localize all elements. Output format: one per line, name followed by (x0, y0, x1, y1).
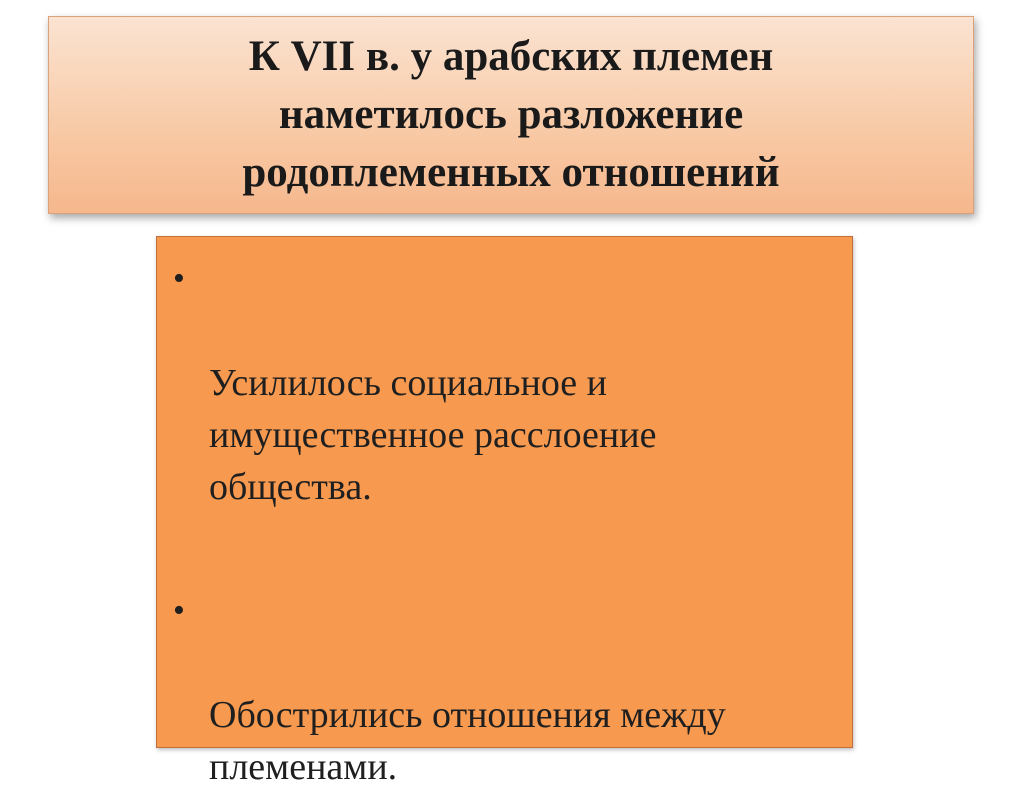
bullet-icon: • (173, 260, 185, 297)
content-box (156, 236, 853, 788)
slide-title: К VII в. у арабских племен наметилось разложение родоплеменных отношений (242, 33, 780, 196)
list-item (157, 253, 852, 513)
bullet-text: Усилилось социальное и имущественное расслоение общества. (209, 362, 657, 508)
list-item (157, 585, 852, 793)
bullet-text: Обострились отношения между племенами. (209, 694, 726, 788)
bullet-icon: • (173, 592, 185, 629)
title-box (48, 16, 974, 214)
bullet-list (157, 253, 852, 793)
